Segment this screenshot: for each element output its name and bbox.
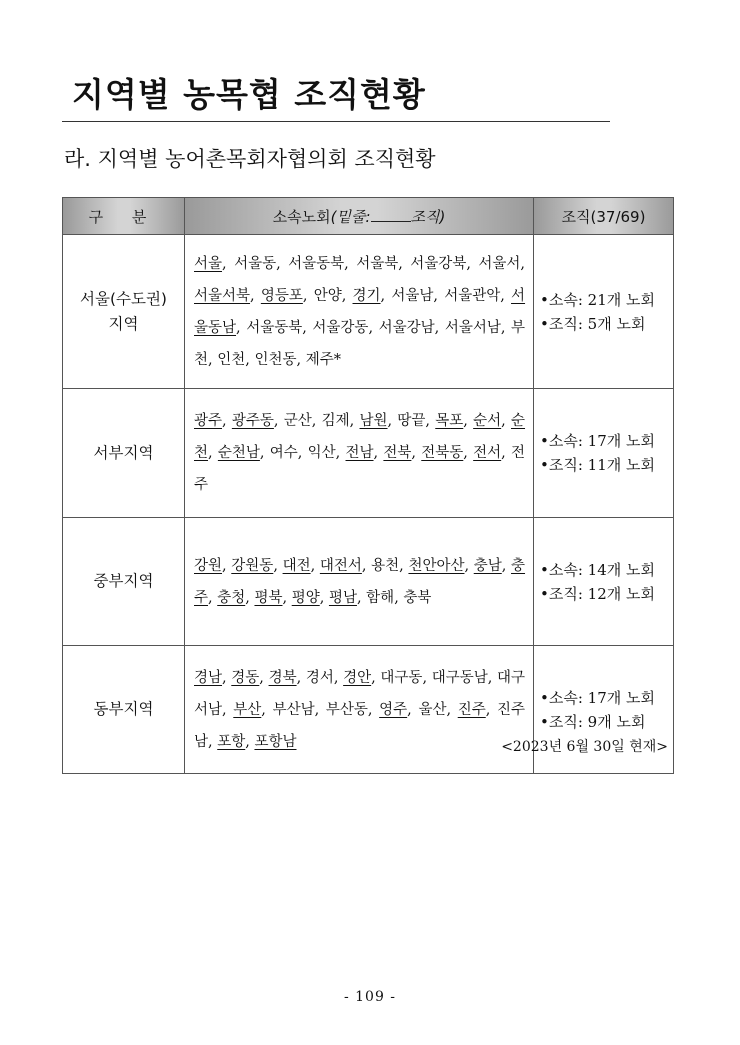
presbytery-name: 용천 — [371, 557, 400, 574]
presbytery-name: 부산남 — [272, 701, 315, 718]
presbytery-name-organized: 포항 — [217, 733, 246, 750]
presbytery-list-cell: 서울, 서울동, 서울동북, 서울북, 서울강북, 서울서, 서울서북, 영등포, 안양, 경기, 서울남, 서울관악, 서울동남, 서울동북, 서울강동, 서울강남, 서울서남, 부천, 인천, 인천동, 제주* — [185, 235, 534, 389]
presbytery-name-organized: 광주 — [194, 413, 223, 429]
organized-count: •조직: 5개 노회 — [540, 314, 646, 333]
page-number: - 109 - — [343, 989, 397, 1005]
presbytery-name-organized: 충남 — [473, 557, 502, 574]
presbytery-name-organized: 전서 — [473, 445, 502, 461]
member-count: •소속: 21개 노회 — [540, 290, 655, 309]
presbytery-name: 인천동 — [254, 351, 297, 368]
presbytery-name-organized: 평북 — [254, 589, 283, 606]
presbytery-name-organized: 영등포 — [260, 287, 303, 304]
presbytery-name-organized: 순천남 — [217, 445, 260, 461]
presbytery-name: 서울강동 — [312, 319, 369, 336]
member-count: •소속: 17개 노회 — [540, 432, 655, 450]
presbytery-name-organized: 충주 — [194, 557, 526, 606]
presbytery-name-organized: 광주동 — [231, 413, 274, 429]
presbytery-name-organized: 경남 — [194, 669, 223, 686]
presbytery-name-organized: 서울 — [194, 255, 223, 272]
presbytery-name: 안양 — [313, 287, 342, 304]
presbytery-name-organized: 전남 — [345, 445, 374, 461]
presbytery-name-organized: 경안 — [343, 669, 372, 686]
region-label: 중부지역 — [93, 572, 154, 590]
presbytery-name: 땅끝 — [397, 413, 426, 429]
presbytery-name-organized: 진주 — [457, 701, 486, 718]
presbytery-name: 서울서남 — [444, 319, 501, 336]
presbytery-name: 충북 — [403, 589, 432, 606]
header-region: 구 분 — [63, 198, 185, 235]
presbytery-name-organized: 경동 — [231, 669, 260, 686]
presbytery-name-organized: 서울동남 — [194, 287, 526, 336]
presbytery-list-cell: 강원, 강원동, 대전, 대전서, 용천, 천안아산, 충남, 충주, 충청, 평북, 평양, 평남, 함해, 충북 — [185, 518, 534, 646]
header-members: 소속노회(밑줄: 조직) — [185, 198, 534, 235]
presbytery-name: 경서 — [305, 669, 334, 686]
presbytery-name-organized: 강원 — [194, 557, 223, 574]
region-cell — [63, 518, 185, 646]
presbytery-name-organized: 포항남 — [254, 733, 297, 750]
presbytery-name: 울산 — [418, 701, 447, 718]
presbytery-name-organized: 평양 — [291, 589, 320, 606]
presbytery-name: 함해 — [366, 589, 395, 606]
table-row — [63, 235, 674, 389]
presbytery-list-cell: 경남, 경동, 경북, 경서, 경안, 대구동, 대구동남, 대구서남, 부산, 부산남, 부산동, 영주, 울산, 진주, 진주남, 포항, 포항남 — [185, 646, 534, 774]
region-label: 지역 — [108, 314, 139, 333]
region-label: 서부지역 — [93, 443, 154, 462]
presbytery-name: 익산 — [307, 445, 336, 461]
presbytery-name-organized: 전북 — [383, 445, 412, 461]
presbytery-name: 서울동 — [234, 255, 277, 272]
table-row — [63, 389, 674, 518]
presbytery-name: 대구동남 — [431, 669, 488, 686]
presbytery-name: 서울남 — [391, 287, 434, 304]
region-label: 동부지역 — [93, 700, 154, 718]
header-stats: 조직(37/69) — [534, 198, 674, 235]
presbytery-name: 제주* — [305, 351, 341, 368]
stats-cell — [534, 235, 674, 389]
presbytery-name: 인천 — [217, 351, 246, 368]
stats-cell — [534, 518, 674, 646]
presbytery-name-organized: 대전 — [282, 557, 311, 574]
presbytery-name-organized: 순서 — [473, 413, 502, 429]
table-header-row — [63, 198, 674, 235]
presbytery-name-organized: 충청 — [217, 589, 246, 606]
stats-cell — [534, 389, 674, 518]
section-title: 라. 지역별 농어촌목회자협의회 조직현황 — [64, 147, 436, 171]
presbytery-name-organized: 서울서북 — [194, 287, 251, 304]
presbytery-name-organized: 목포 — [435, 413, 464, 429]
presbytery-name: 서울서 — [478, 255, 521, 272]
region-organization-table — [62, 197, 674, 774]
presbytery-name-organized: 남원 — [359, 413, 388, 429]
presbytery-name: 부산동 — [325, 701, 368, 718]
presbytery-name: 군산 — [283, 413, 312, 429]
presbytery-name: 진주남 — [194, 701, 526, 750]
presbytery-name-organized: 평남 — [328, 589, 357, 606]
presbytery-name: 대구서남 — [194, 669, 526, 718]
presbytery-name: 여수 — [269, 445, 298, 461]
presbytery-list-cell: 광주, 광주동, 군산, 김제, 남원, 땅끝, 목포, 순서, 순천, 순천남, 여수, 익산, 전남, 전북, 전북동, 전서, 전주 — [185, 389, 534, 518]
presbytery-name: 서울동북 — [246, 319, 303, 336]
presbytery-name: 부천 — [194, 319, 526, 368]
presbytery-name: 서울동북 — [288, 255, 345, 272]
region-label: 서울(수도권) — [80, 289, 167, 308]
presbytery-name-organized: 대전서 — [319, 557, 362, 574]
presbytery-name: 서울북 — [356, 255, 399, 272]
presbytery-name-organized: 전북동 — [421, 445, 464, 461]
presbytery-name: 김제 — [321, 413, 350, 429]
region-cell — [63, 235, 185, 389]
region-cell — [63, 389, 185, 518]
organized-count: •조직: 12개 노회 — [540, 584, 655, 603]
presbytery-name: 서울강북 — [410, 255, 467, 272]
presbytery-name-organized: 순천 — [194, 413, 526, 461]
member-count: •소속: 14개 노회 — [540, 560, 655, 579]
organized-count: •조직: 11개 노회 — [540, 456, 655, 474]
title-underline — [62, 121, 610, 122]
presbytery-name: 서울강남 — [378, 319, 435, 336]
table-row — [63, 518, 674, 646]
organized-count: •조직: 9개 노회 — [540, 712, 646, 731]
presbytery-name: 서울관악 — [444, 287, 501, 304]
underline-blank — [371, 207, 411, 222]
as-of-date: <2023년 6월 30일 현재> — [501, 739, 668, 755]
presbytery-name: 대구동 — [380, 669, 423, 686]
presbytery-name-organized: 강원동 — [231, 557, 274, 574]
presbytery-name-organized: 경북 — [268, 669, 297, 686]
region-cell — [63, 646, 185, 774]
member-count: •소속: 17개 노회 — [540, 688, 655, 707]
presbytery-name-organized: 부산 — [233, 701, 262, 718]
presbytery-name-organized: 경기 — [352, 287, 381, 304]
presbytery-name-organized: 영주 — [379, 701, 408, 718]
page-title: 지역별 농목협 조직현황 — [72, 75, 426, 114]
presbytery-name-organized: 천안아산 — [408, 557, 465, 574]
presbytery-name: 전주 — [194, 445, 526, 493]
